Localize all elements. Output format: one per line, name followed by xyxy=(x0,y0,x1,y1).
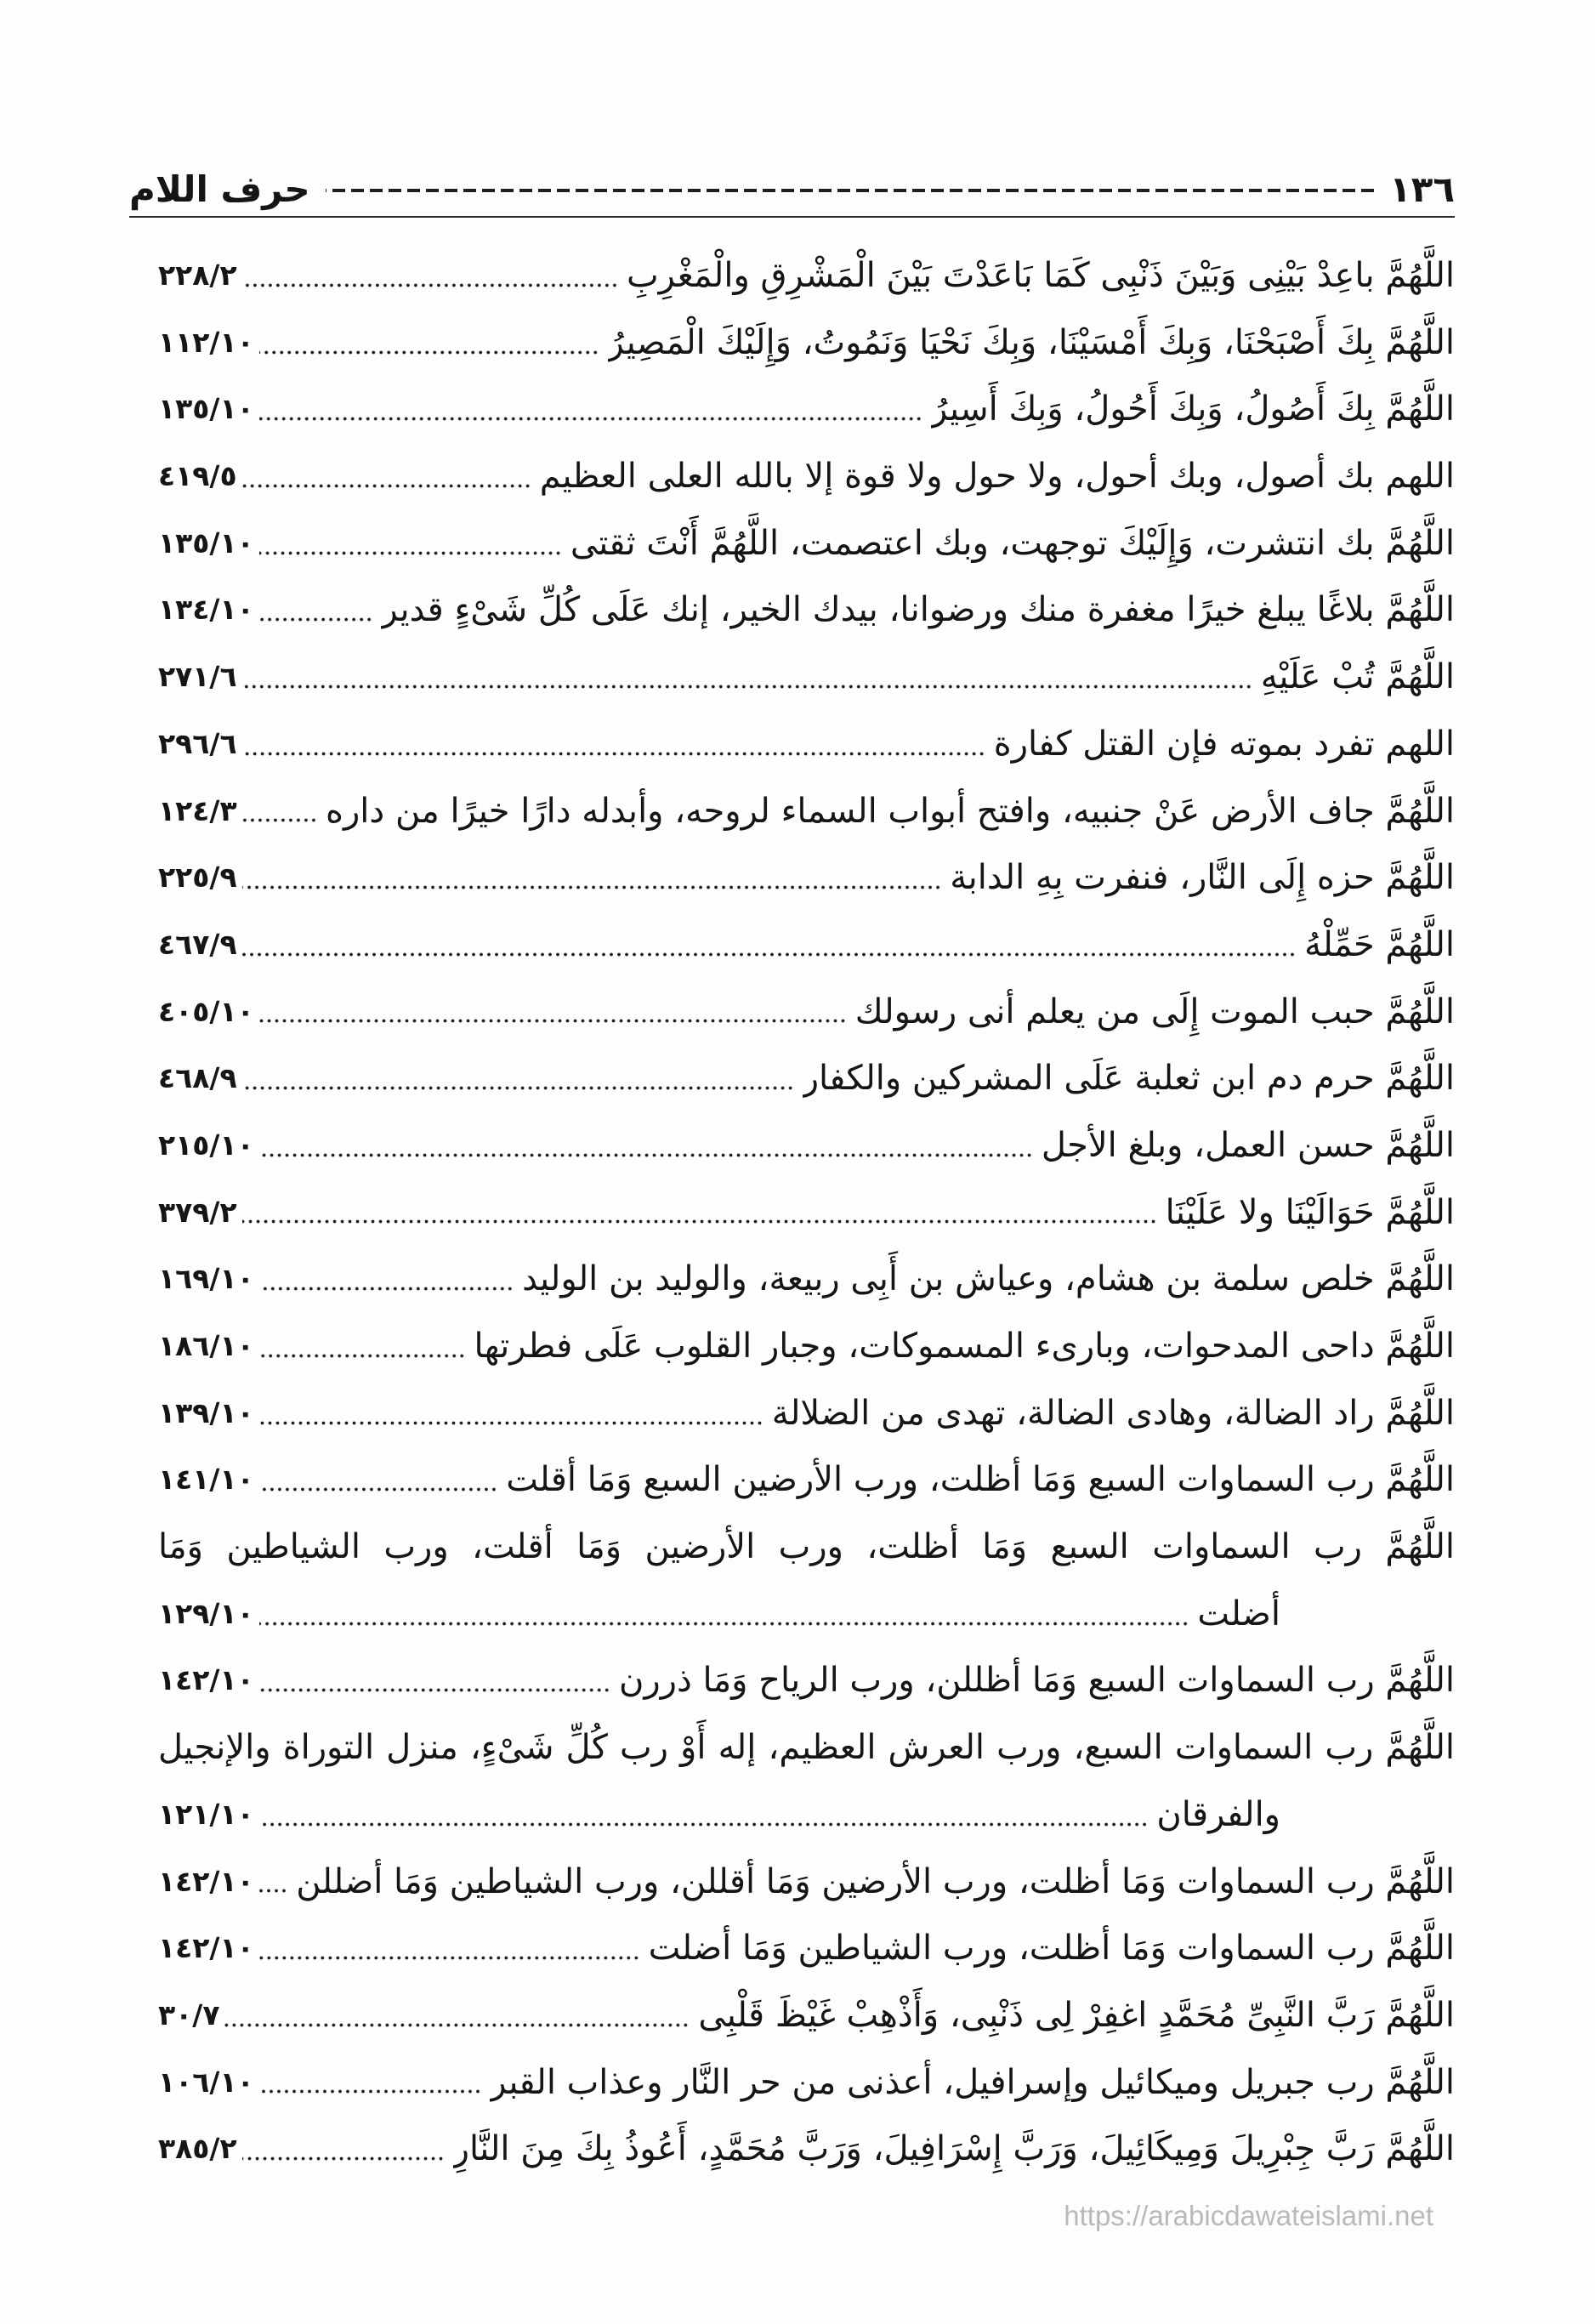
dot-leader xyxy=(259,1112,1033,1179)
dot-leader xyxy=(259,2049,481,2117)
watermark-url: https://arabicdawateislami.net xyxy=(1064,2200,1433,2231)
dot-leader xyxy=(242,1045,794,1112)
index-entry xyxy=(158,1446,1455,1514)
index-entry xyxy=(158,510,1455,577)
entry-text: اللَّهُمَّ بلاغًا يبلغ خيرًا مغفرة منك ورضوانا، بيدك الخير، إنك عَلَى كُلِّ شَىْءٍ قدير xyxy=(381,590,1455,630)
entry-reference: ٣٨٥/٢ xyxy=(158,2132,237,2166)
entry-reference: ٢٧١/٦ xyxy=(158,660,237,694)
dot-leader xyxy=(242,644,1252,711)
dot-leader xyxy=(242,844,942,912)
entry-text: اللَّهُمَّ رب السماوات السبع، ورب العرش العظيم، إله أَوْ رب كُلِّ شَىْءٍ، منزل التوراة والإنجيل xyxy=(158,1728,1455,1768)
dot-leader xyxy=(259,376,922,443)
entry-reference: ٤١٩/٥ xyxy=(158,459,237,493)
index-entry xyxy=(158,2049,1455,2117)
dot-leader xyxy=(242,1179,1157,1247)
dot-leader xyxy=(242,711,985,778)
index-entry xyxy=(158,1647,1455,1714)
entry-reference: ١٠٦/١٠ xyxy=(158,2065,254,2099)
entry-text: اللَّهُمَّ حبب الموت إِلَى من يعلم أنى رسولك xyxy=(854,992,1455,1031)
entry-reference: ١٤٢/١٠ xyxy=(158,1931,254,1965)
index-entry xyxy=(158,1313,1455,1380)
dot-leader xyxy=(242,242,618,310)
entry-text: اللَّهُمَّ رب جبريل وميكائيل وإسرافيل، أعذنى من حر النَّار وعذاب القبر xyxy=(490,2062,1455,2102)
entry-text: اللَّهُمَّ رَبَّ جِبْرِيلَ وَمِيكَائِيلَ، وَرَبَّ إِسْرَافِيلَ، وَرَبَّ مُحَمَّدٍ، أَعُوذُ بِكَ مِنَ النَّارِ xyxy=(452,2129,1455,2169)
index-entry xyxy=(158,310,1455,377)
entry-reference: ١٣٥/١٠ xyxy=(158,392,254,426)
entry-reference: ١٣٩/١٠ xyxy=(158,1395,254,1429)
index-entry xyxy=(158,577,1455,644)
index-entry xyxy=(158,644,1455,711)
entry-reference: ١٣٤/١٠ xyxy=(158,593,254,627)
index-entry xyxy=(158,1045,1455,1112)
entry-continuation-text: والفرقان xyxy=(1156,1794,1280,1834)
entry-line xyxy=(158,1514,1455,1581)
index-entry xyxy=(158,2116,1455,2183)
index-entry xyxy=(158,242,1455,310)
entry-text: اللَّهُمَّ حرم دم ابن ثعلبة عَلَى المشركين والكفار xyxy=(802,1059,1455,1099)
dot-leader xyxy=(259,1380,763,1447)
entry-reference: ٢١٥/١٠ xyxy=(158,1128,254,1162)
page-header xyxy=(129,163,1455,218)
dot-leader xyxy=(259,1313,466,1380)
dot-leader xyxy=(259,577,373,644)
dot-leader xyxy=(259,310,599,377)
page-number: ١٣٦ xyxy=(1389,168,1455,210)
index-entry xyxy=(158,1714,1455,1848)
index-entry xyxy=(158,1246,1455,1313)
entry-reference: ٣٠/٧ xyxy=(158,1997,220,2031)
dot-leader xyxy=(259,1446,497,1514)
entry-text: اللَّهُمَّ حسن العمل، وبلغ الأجل xyxy=(1041,1125,1455,1165)
index-entry xyxy=(158,711,1455,778)
entry-reference: ١٤١/١٠ xyxy=(158,1463,254,1497)
index-entry xyxy=(158,1982,1455,2049)
entry-reference: ١٨٦/١٠ xyxy=(158,1329,254,1362)
entry-reference: ٣٧٩/٢ xyxy=(158,1195,237,1229)
entry-reference: ١٤٢/١٠ xyxy=(158,1663,254,1697)
entry-text: اللَّهُمَّ بِكَ أَصُولُ، وَبِكَ أَحُولُ، وَبِكَ أَسِيرُ xyxy=(930,389,1455,429)
dot-leader xyxy=(242,443,531,510)
entry-text: اللَّهُمَّ بِكَ أَصْبَحْنَا، وَبِكَ أَمْسَيْنَا، وَبِكَ نَحْيَا وَنَمُوتُ، وَإِلَيْكَ الْمَصِيرُ xyxy=(607,322,1455,362)
entry-text: اللَّهُمَّ بك انتشرت، وَإِلَيْكَ توجهت، وبك اعتصمت، اللَّهُمَّ أَنْتَ ثقتى xyxy=(570,523,1455,563)
index-entry xyxy=(158,844,1455,912)
dot-leader xyxy=(259,1647,610,1714)
entry-reference: ١٢٤/٣ xyxy=(158,793,237,827)
entry-text: اللَّهُمَّ رب السماوات وَمَا أظلت، ورب الشياطين وَمَا أضلت xyxy=(648,1929,1455,1969)
dot-leader xyxy=(259,1581,1189,1648)
dot-leader xyxy=(259,1246,514,1313)
dot-leader xyxy=(259,1915,640,1982)
header-dash-rule xyxy=(326,163,1374,216)
entry-text: اللهم بك أصول، وبك أحول، ولا حول ولا قوة إلا بالله العلى العظيم xyxy=(539,457,1455,497)
dot-leader xyxy=(259,979,847,1046)
dot-leader xyxy=(224,1982,690,2049)
index-entry xyxy=(158,912,1455,979)
entry-reference: ١٦٩/١٠ xyxy=(158,1262,254,1296)
dot-leader xyxy=(259,510,562,577)
dot-leader xyxy=(259,1781,1149,1849)
entry-text: اللَّهُمَّ حزه إِلَى النَّار، فنفرت بِهِ الدابة xyxy=(950,858,1455,898)
dot-leader xyxy=(259,1849,288,1916)
entry-text: اللَّهُمَّ باعِدْ بَيْنِى وَبَيْنَ ذَنْبِى كَمَا بَاعَدْتَ بَيْنَ الْمَشْرِقِ والْمَغْرِبِ xyxy=(627,256,1455,295)
entry-line xyxy=(158,1714,1455,1781)
entry-text: اللَّهُمَّ حَمِّلْهُ xyxy=(1304,924,1455,964)
section-title: حرف اللام xyxy=(129,168,310,210)
entry-text: اللَّهُمَّ جاف الأرض عَنْ جنبيه، وافتح أبواب السماء لروحه، وأبدله دارًا خيرًا من داره xyxy=(326,791,1455,831)
index-entry xyxy=(158,778,1455,845)
entry-reference: ٢٢٨/٢ xyxy=(158,259,237,292)
index-entry xyxy=(158,1112,1455,1179)
entry-reference: ٢٩٦/٦ xyxy=(158,726,237,760)
entry-text: اللَّهُمَّ داحى المدحوات، وبارىء المسموكات، وجبار القلوب عَلَى فطرتها xyxy=(474,1327,1455,1366)
entry-line xyxy=(158,1581,1455,1648)
entry-text: اللَّهُمَّ تُبْ عَلَيْهِ xyxy=(1260,657,1455,697)
entry-reference: ١١٢/١٠ xyxy=(158,325,254,359)
dot-leader xyxy=(242,912,1297,979)
index-entry xyxy=(158,376,1455,443)
entry-text: اللَّهُمَّ خلص سلمة بن هشام، وعياش بن أَبِى ربيعة، والوليد بن الوليد xyxy=(522,1259,1455,1299)
entry-text: اللَّهُمَّ رَبَّ النَّبِىِّ مُحَمَّدٍ اغفِرْ لِى ذَنْبِى، وَأَذْهِبْ غَيْظَ قَلْبِى xyxy=(698,1995,1455,2035)
index-list xyxy=(158,242,1455,2183)
dot-leader xyxy=(242,2116,445,2183)
entry-reference: ١٢١/١٠ xyxy=(158,1797,254,1831)
dot-leader xyxy=(242,778,317,845)
entry-text: اللهم تفرد بموته فإن القتل كفارة xyxy=(993,724,1455,764)
index-entry xyxy=(158,1514,1455,1647)
entry-text: اللَّهُمَّ حَوَالَيْنَا ولا عَلَيْنَا xyxy=(1165,1192,1455,1232)
index-entry xyxy=(158,1849,1455,1916)
entry-continuation-text: أضلت xyxy=(1197,1594,1280,1634)
index-entry xyxy=(158,979,1455,1046)
entry-reference: ٤٠٥/١٠ xyxy=(158,994,254,1028)
entry-line xyxy=(158,1781,1455,1849)
index-entry xyxy=(158,1380,1455,1447)
index-entry xyxy=(158,1179,1455,1247)
index-entry xyxy=(158,1915,1455,1982)
entry-reference: ١٣٥/١٠ xyxy=(158,526,254,560)
index-entry xyxy=(158,443,1455,510)
entry-text: اللَّهُمَّ رب السماوات السبع وَمَا أظللن، ورب الرياح وَمَا ذررن xyxy=(618,1661,1455,1701)
entry-text: اللَّهُمَّ رب السماوات وَمَا أظلت، ورب الأرضين وَمَا أقللن، ورب الشياطين وَمَا أضللن xyxy=(296,1861,1455,1901)
entry-text: اللَّهُمَّ رب السماوات السبع وَمَا أظلت، ورب الأرضين وَمَا أقلت، ورب الشياطين وَمَا xyxy=(158,1527,1455,1567)
entry-reference: ٢٢٥/٩ xyxy=(158,861,237,895)
entry-reference: ٤٦٨/٩ xyxy=(158,1061,237,1095)
entry-reference: ٤٦٧/٩ xyxy=(158,927,237,961)
entry-text: اللَّهُمَّ رب السماوات السبع وَمَا أظلت، ورب الأرضين السبع وَمَا أقلت xyxy=(506,1460,1455,1500)
entry-text: اللَّهُمَّ راد الضالة، وهادى الضالة، تهدى من الضلالة xyxy=(771,1393,1455,1433)
entry-reference: ١٤٢/١٠ xyxy=(158,1864,254,1898)
entry-reference: ١٢٩/١٠ xyxy=(158,1596,254,1630)
